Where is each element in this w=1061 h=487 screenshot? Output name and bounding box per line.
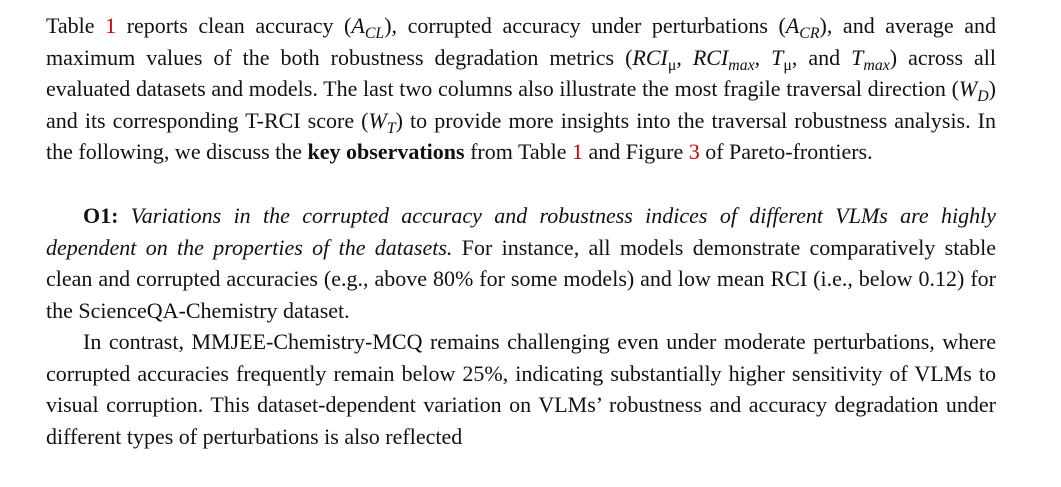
math-subscript: max — [728, 56, 755, 74]
text-segment: , — [754, 44, 772, 70]
math-subscript: μ — [783, 56, 792, 74]
math-subscript: max — [863, 56, 890, 74]
math-a-cr — [785, 13, 820, 42]
text-segment: ) and its corresponding T-RCI score ( — [46, 76, 996, 133]
math-subscript: μ — [667, 56, 677, 74]
math-w-d — [958, 76, 989, 105]
text-segment: Table — [46, 13, 106, 38]
math-subscript: T — [386, 119, 396, 137]
paragraph-table-summary — [46, 10, 996, 168]
bold-phrase: key observations — [307, 139, 465, 165]
table-reference-link[interactable]: 1 — [572, 139, 584, 165]
math-base: W — [958, 76, 978, 102]
math-rci-max — [692, 44, 755, 74]
math-base: RCI — [692, 44, 729, 70]
math-base: T — [851, 44, 864, 70]
paragraph-contrast — [46, 326, 996, 452]
table-reference-link[interactable]: 1 — [105, 13, 117, 38]
math-t-max — [851, 44, 890, 74]
math-t-mu — [771, 44, 792, 74]
text-segment: ) across all evaluated datasets and models. The last two columns also illustrate the most fragile traversal direction ( — [46, 44, 997, 102]
text-segment: In contrast, MMJEE-Chemistry-MCQ remains challenging even under moderate perturbations, where corrupted accuracies frequently remain below 25%, indicating substantially higher sensitivity of VLMs to visual corruption. This dataset-dependent variation on VLMs’ robustness and accuracy degradation under different types of perturbations is also reflected — [46, 329, 996, 449]
text-segment: , — [676, 44, 693, 70]
text-segment: of Pareto-frontiers. — [699, 139, 873, 165]
text-segment: ), corrupted accuracy under perturbations ( — [384, 13, 786, 38]
text-segment: and Figure — [583, 139, 689, 165]
math-base: W — [368, 107, 387, 133]
math-subscript: CL — [364, 24, 385, 42]
text-segment: reports clean accuracy ( — [116, 13, 352, 38]
text-segment: , and — [791, 44, 852, 70]
text-segment: For instance, all models demonstrate comparatively stable clean and corrupted accuracies (e.g., above 80% for some models) and low mean RCI (i.e., below 0.12) for the ScienceQA-Chemistry dataset. — [46, 234, 996, 323]
math-base: A — [785, 13, 800, 38]
text-segment: ) to provide more insights into the traversal robustness analysis. In the following, we discuss the — [46, 107, 997, 165]
math-base: A — [351, 13, 365, 38]
math-subscript: D — [977, 87, 989, 105]
math-base: T — [771, 44, 784, 70]
text-segment: from Table — [464, 139, 573, 165]
figure-reference-link[interactable]: 3 — [688, 139, 700, 165]
math-w-t — [368, 107, 396, 137]
observation-label: O1: — [83, 203, 119, 228]
math-subscript: CR — [799, 24, 820, 42]
math-rci-mu — [632, 44, 677, 74]
text-segment: ), and average and maximum values of the both robustness degradation metrics ( — [46, 13, 996, 70]
math-base: RCI — [632, 44, 668, 70]
paragraph-observation-o1 — [46, 200, 996, 326]
math-a-cl — [351, 13, 385, 42]
observation-statement: Variations in the corrupted accuracy and robustness indices of different VLMs are highly dependent on the properties of the datasets. — [46, 203, 996, 260]
